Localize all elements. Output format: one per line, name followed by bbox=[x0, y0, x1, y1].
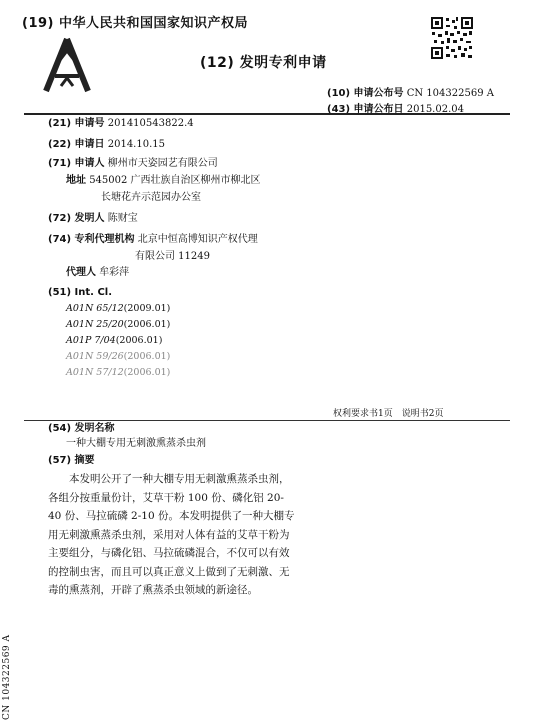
application-number: 201410543822.4 bbox=[107, 118, 194, 129]
ipc-code: A01P 7/04 bbox=[66, 335, 116, 346]
publication-date: 2015.02.04 bbox=[406, 104, 464, 115]
application-date-row bbox=[48, 138, 165, 152]
agency-row bbox=[48, 233, 258, 247]
publication-number-label: (10) 申请公布号 bbox=[327, 88, 404, 99]
ipc-year: (2006.01) bbox=[115, 335, 163, 346]
application-date: 2014.10.15 bbox=[107, 139, 165, 150]
agency-label: (74) 专利代理机构 bbox=[48, 234, 135, 245]
ipc-year: (2006.01) bbox=[123, 319, 171, 330]
header-divider bbox=[24, 113, 510, 115]
ipc-year: (2009.01) bbox=[123, 303, 171, 314]
abstract-text bbox=[48, 470, 296, 600]
ipc-entry bbox=[66, 319, 170, 330]
section-divider bbox=[24, 420, 510, 421]
ipc-year: (2006.01) bbox=[123, 351, 171, 362]
ipc-entry bbox=[66, 367, 170, 378]
agent-row bbox=[66, 266, 129, 280]
patent-office-emblem-icon bbox=[36, 36, 98, 96]
agent: 牟彩萍 bbox=[99, 267, 130, 278]
application-date-label: (22) 申请日 bbox=[48, 139, 105, 150]
side-publication-number: CN 104322569 A bbox=[2, 634, 12, 720]
agency-line-1: 北京中恒高博知识产权代理 bbox=[137, 234, 258, 245]
publication-number-row bbox=[327, 84, 494, 99]
application-number-row bbox=[48, 117, 194, 131]
agency-line-2: 有限公司 11249 bbox=[135, 251, 210, 262]
applicant-label: (71) 申请人 bbox=[48, 158, 105, 169]
office-name: (19) 中华人民共和国国家知识产权局 bbox=[22, 16, 248, 31]
inventor: 陈财宝 bbox=[107, 213, 138, 224]
title-label-text: (54) 发明名称 bbox=[48, 423, 115, 434]
address-line-2: 长塘花卉示范园办公室 bbox=[101, 192, 201, 203]
address-line-1: 545002 广西壮族自治区柳州市柳北区 bbox=[89, 175, 261, 186]
document-type: (12) 发明专利申请 bbox=[200, 55, 327, 71]
abstract-content: 本发明公开了一种大棚专用无刺激熏蒸杀虫剂，各组分按重量份计，艾草干粉 100 份、磷化铝 20-40 份、马拉硫磷 2-10 份。本发明提供了一种大棚专用无刺激熏蒸杀虫剂，采用对人体有益的艾草干粉为主要组分，与磷化铝、马拉硫磷混合，不仅可以有效的控制虫害，而且可以真正意义上做到了无刺激、无毒的熏蒸剂，开辟了熏蒸杀虫领域的新途径。 bbox=[48, 473, 295, 596]
abstract-label bbox=[48, 454, 95, 468]
title-label bbox=[48, 422, 115, 436]
ipc-year: (2006.01) bbox=[123, 367, 171, 378]
ipc-entry bbox=[66, 303, 170, 314]
applicant: 柳州市天姿园艺有限公司 bbox=[107, 158, 218, 169]
invention-title: 一种大棚专用无刺激熏蒸杀虫剂 bbox=[66, 438, 206, 449]
publication-date-label: (43) 申请公布日 bbox=[327, 104, 404, 115]
int-cl-label bbox=[48, 286, 112, 300]
address-row bbox=[66, 174, 261, 188]
publication-number: CN 104322569 A bbox=[406, 88, 494, 99]
address-label: 地址 bbox=[66, 175, 86, 186]
inventor-label: (72) 发明人 bbox=[48, 213, 105, 224]
abstract-label-text: (57) 摘要 bbox=[48, 455, 95, 466]
qr-code-icon bbox=[430, 16, 474, 60]
ipc-code: A01N 57/12 bbox=[66, 367, 124, 378]
ipc-entry bbox=[66, 335, 162, 346]
ipc-code: A01N 25/20 bbox=[66, 319, 124, 330]
applicant-row bbox=[48, 157, 218, 171]
ipc-code: A01N 59/26 bbox=[66, 351, 124, 362]
ipc-code: A01N 65/12 bbox=[66, 303, 124, 314]
application-number-label: (21) 申请号 bbox=[48, 118, 105, 129]
page-count: 权利要求书1页 说明书2页 bbox=[333, 409, 444, 419]
inventor-row bbox=[48, 212, 138, 226]
agent-label: 代理人 bbox=[66, 267, 96, 278]
int-cl-label-text: (51) Int. Cl. bbox=[48, 287, 113, 298]
ipc-entry bbox=[66, 351, 170, 362]
